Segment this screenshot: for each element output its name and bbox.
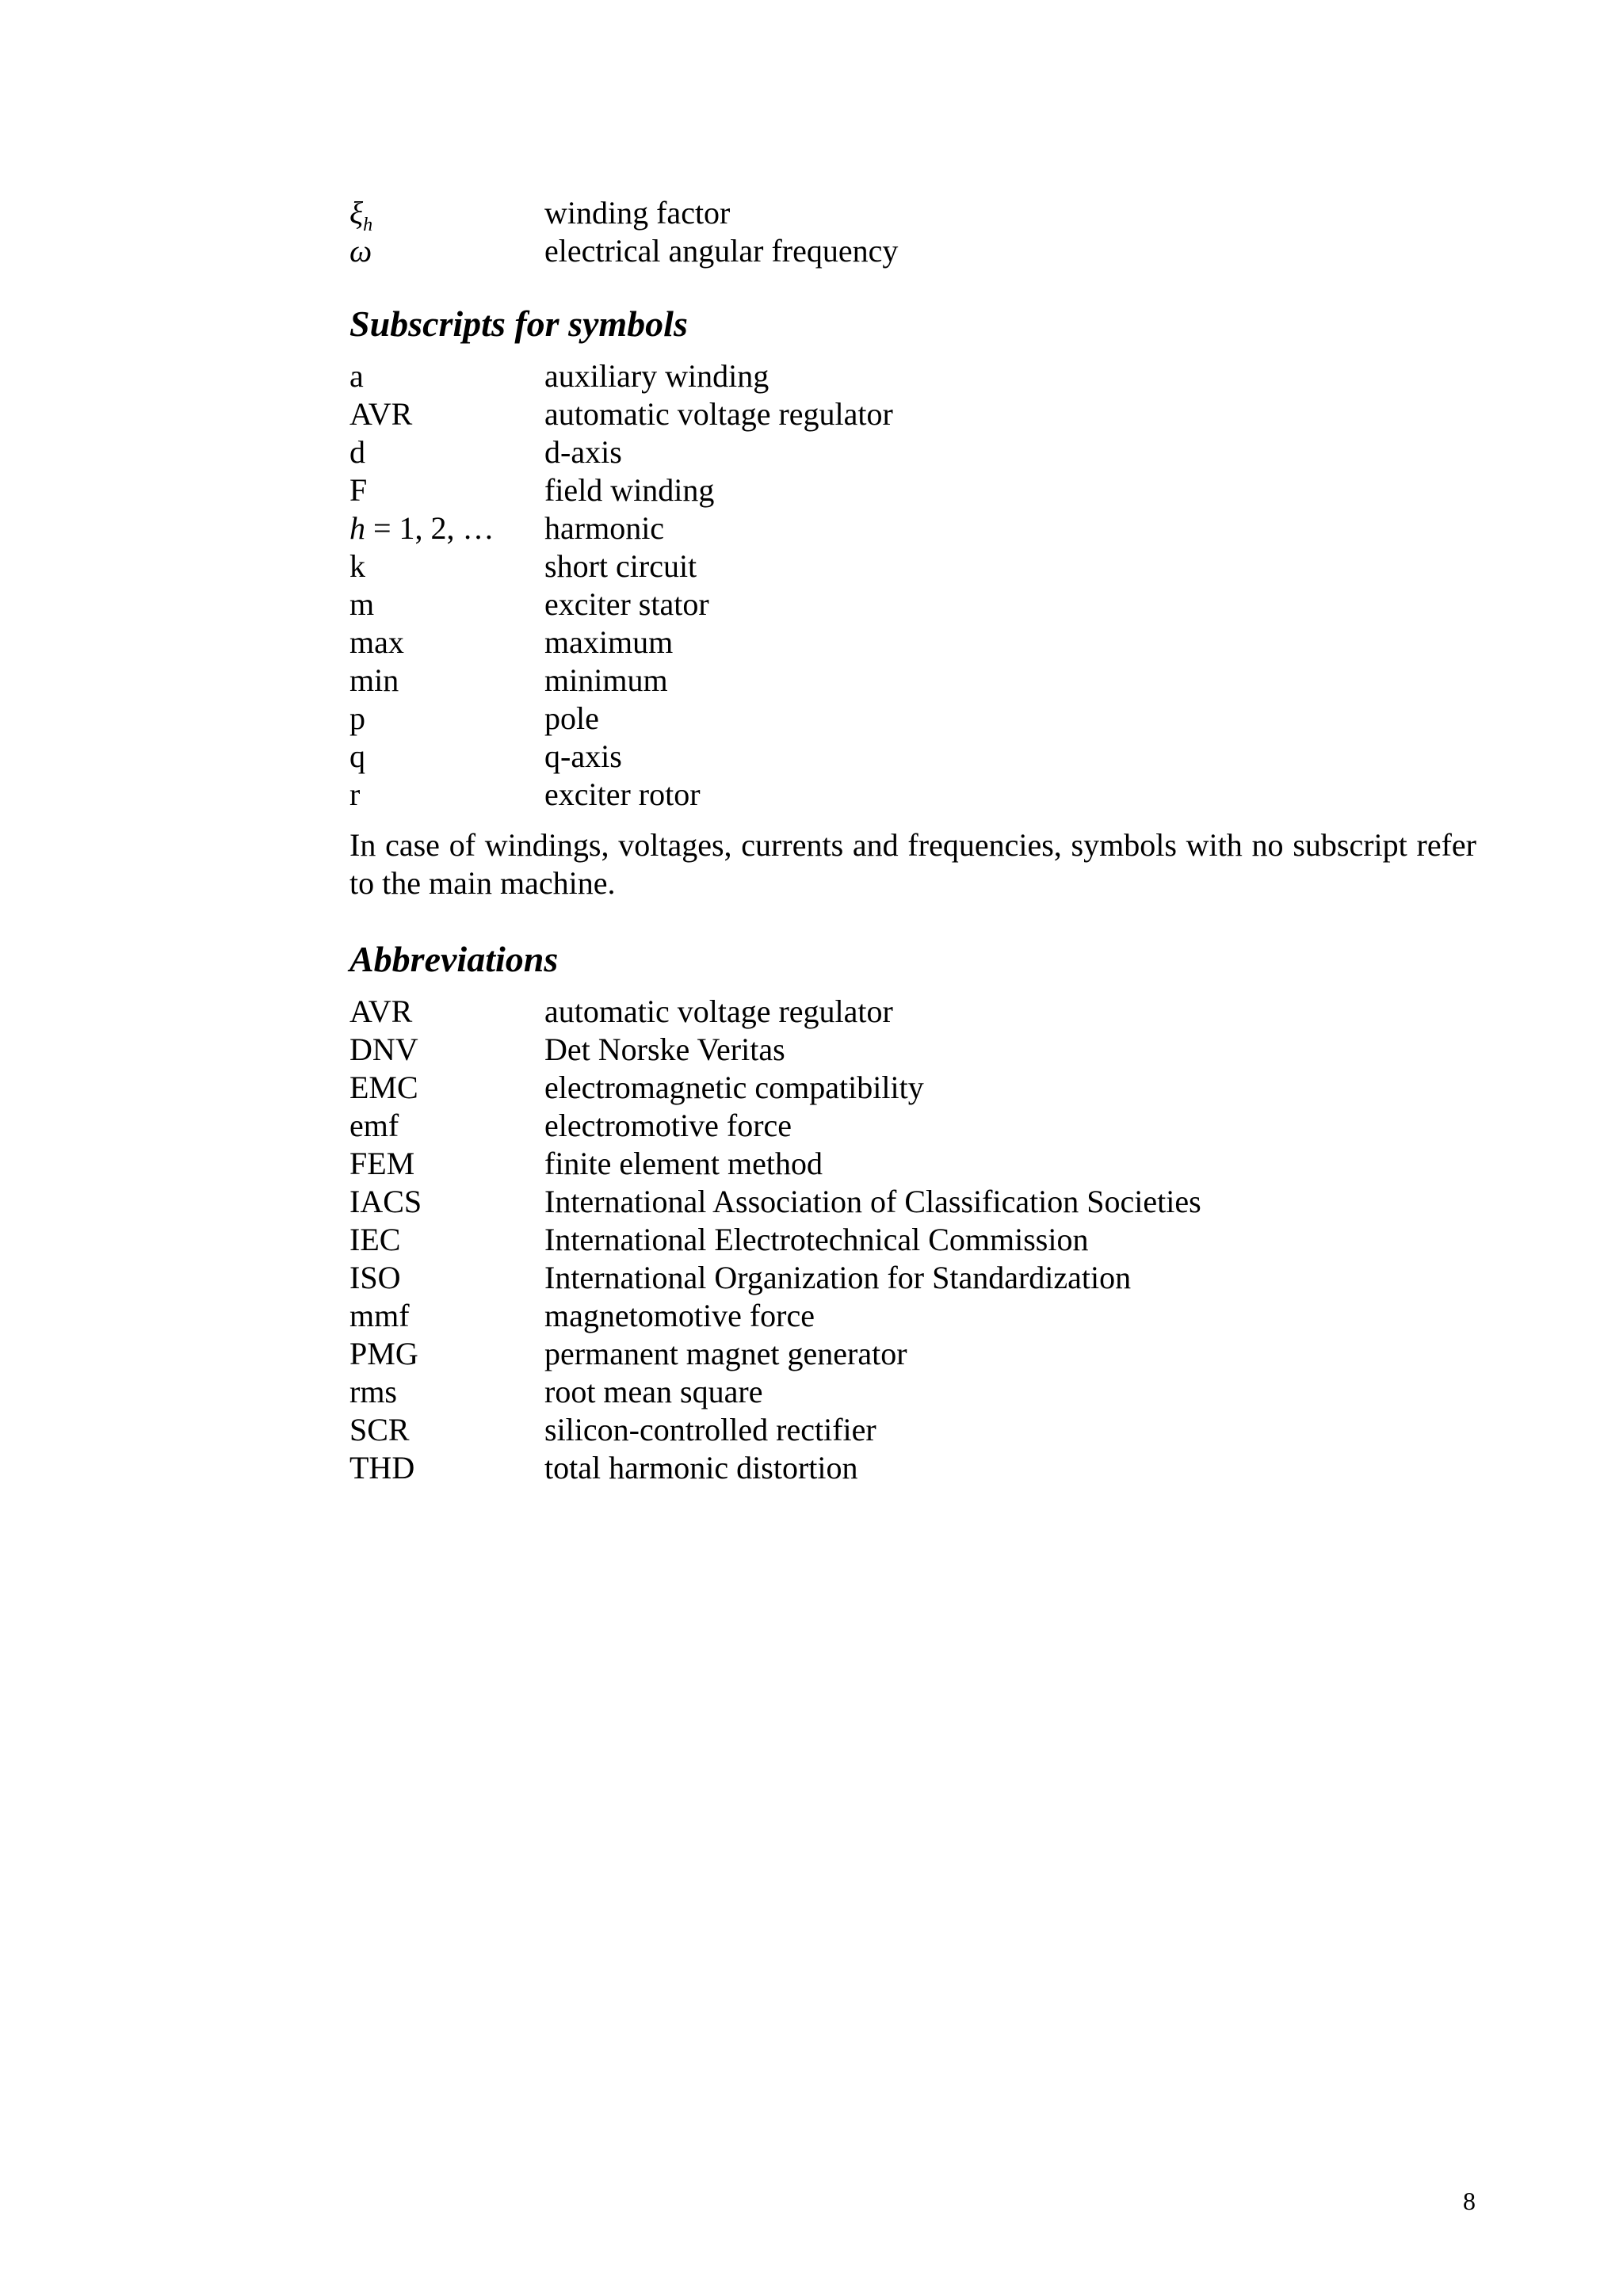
abbreviation-description: total harmonic distortion	[544, 1450, 858, 1486]
abbreviation-description: International Electrotechnical Commission	[544, 1222, 1089, 1257]
abbreviation-term: FEM	[349, 1146, 415, 1181]
subscript-description: short circuit	[544, 548, 697, 584]
page-number: 8	[1463, 2187, 1476, 2215]
subscript-description: d-axis	[544, 434, 622, 470]
abbreviation-row	[349, 1031, 1476, 1069]
abbreviation-term: THD	[349, 1450, 415, 1486]
abbreviations-list	[349, 993, 1476, 1487]
subscript-symbol: AVR	[349, 396, 413, 432]
subscript-row	[349, 395, 1476, 433]
abbreviation-term: SCR	[349, 1412, 410, 1447]
subscript-row	[349, 624, 1476, 662]
abbreviation-term: ISO	[349, 1260, 401, 1295]
subscript-symbol: k	[349, 548, 365, 584]
subscript-symbol: p	[349, 700, 365, 736]
abbreviation-row	[349, 1221, 1476, 1259]
subscript-description: exciter stator	[544, 586, 709, 622]
subscript-description: harmonic	[544, 510, 665, 546]
subscript-symbol: max	[349, 624, 404, 660]
subscript-row	[349, 738, 1476, 776]
subscript-row	[349, 509, 1476, 547]
subscript-description: auxiliary winding	[544, 358, 769, 394]
abbreviation-row	[349, 1069, 1476, 1107]
abbreviation-row	[349, 993, 1476, 1031]
abbreviation-description: silicon-controlled rectifier	[544, 1412, 876, 1447]
abbreviation-term: PMG	[349, 1336, 418, 1371]
subscript-row	[349, 662, 1476, 700]
subscripts-heading: Subscripts for symbols	[349, 303, 688, 344]
abbreviation-row	[349, 1411, 1476, 1449]
abbreviation-row	[349, 1145, 1476, 1183]
abbreviation-term: mmf	[349, 1298, 410, 1333]
subscript-row	[349, 471, 1476, 509]
abbreviation-description: permanent magnet generator	[544, 1336, 907, 1371]
subscript-description: pole	[544, 700, 599, 736]
abbreviation-description: electromagnetic compatibility	[544, 1070, 924, 1105]
symbol-row	[349, 232, 1476, 270]
abbreviation-description: International Association of Classification Societies	[544, 1184, 1201, 1219]
subscripts-note: In case of windings, voltages, currents and frequencies, symbols with no subscript refer to the main machine.	[349, 827, 1476, 901]
abbreviation-row	[349, 1373, 1476, 1411]
abbreviation-description: electromotive force	[544, 1108, 792, 1143]
subscript-row	[349, 547, 1476, 585]
subscript-row	[349, 776, 1476, 814]
symbol-row	[349, 194, 1476, 235]
subscript-row	[349, 700, 1476, 738]
subscript-symbol: m	[349, 586, 375, 622]
subscript-row	[349, 433, 1476, 471]
subscript-symbol: r	[349, 776, 361, 812]
abbreviation-row	[349, 1335, 1476, 1373]
page-content	[349, 194, 1476, 1487]
abbreviation-term: IEC	[349, 1222, 401, 1257]
subscript-description: minimum	[544, 662, 668, 698]
subscript-description: automatic voltage regulator	[544, 396, 893, 432]
abbreviation-description: finite element method	[544, 1146, 823, 1181]
subscript-row	[349, 585, 1476, 624]
abbreviation-description: Det Norske Veritas	[544, 1032, 785, 1067]
abbreviation-description: automatic voltage regulator	[544, 994, 893, 1029]
subscript-description: exciter rotor	[544, 776, 701, 812]
abbreviation-row	[349, 1107, 1476, 1145]
subscript-symbol: d	[349, 434, 365, 470]
subscript-symbol: min	[349, 662, 399, 698]
subscript-row	[349, 357, 1476, 395]
symbol-xi-h: $\xi_h$	[349, 195, 373, 235]
abbreviation-row	[349, 1297, 1476, 1335]
abbreviation-term: AVR	[349, 994, 413, 1029]
subscript-symbol: F	[349, 472, 368, 508]
symbols-continued-list	[349, 194, 1476, 270]
symbol-description: winding factor	[544, 195, 731, 231]
subscript-symbol: q	[349, 738, 365, 774]
subscript-symbol-harmonic: h = 1, 2, …	[349, 510, 495, 546]
abbreviation-term: emf	[349, 1108, 399, 1143]
abbreviations-heading: Abbreviations	[349, 939, 559, 979]
abbreviation-term: rms	[349, 1374, 397, 1409]
subscript-description: maximum	[544, 624, 674, 660]
abbreviation-row	[349, 1449, 1476, 1487]
abbreviation-term: DNV	[349, 1032, 418, 1067]
abbreviation-term: EMC	[349, 1070, 418, 1105]
abbreviation-row	[349, 1259, 1476, 1297]
abbreviation-row	[349, 1183, 1476, 1221]
subscripts-list	[349, 357, 1476, 814]
abbreviation-description: root mean square	[544, 1374, 763, 1409]
subscript-description: q-axis	[544, 738, 622, 774]
abbreviation-description: magnetomotive force	[544, 1298, 815, 1333]
abbreviation-description: International Organization for Standardization	[544, 1260, 1132, 1295]
subscript-symbol: a	[349, 358, 364, 394]
symbol-omega: ω	[349, 233, 372, 269]
abbreviation-term: IACS	[349, 1184, 422, 1219]
symbol-description: electrical angular frequency	[544, 233, 899, 269]
subscript-description: field winding	[544, 472, 715, 508]
